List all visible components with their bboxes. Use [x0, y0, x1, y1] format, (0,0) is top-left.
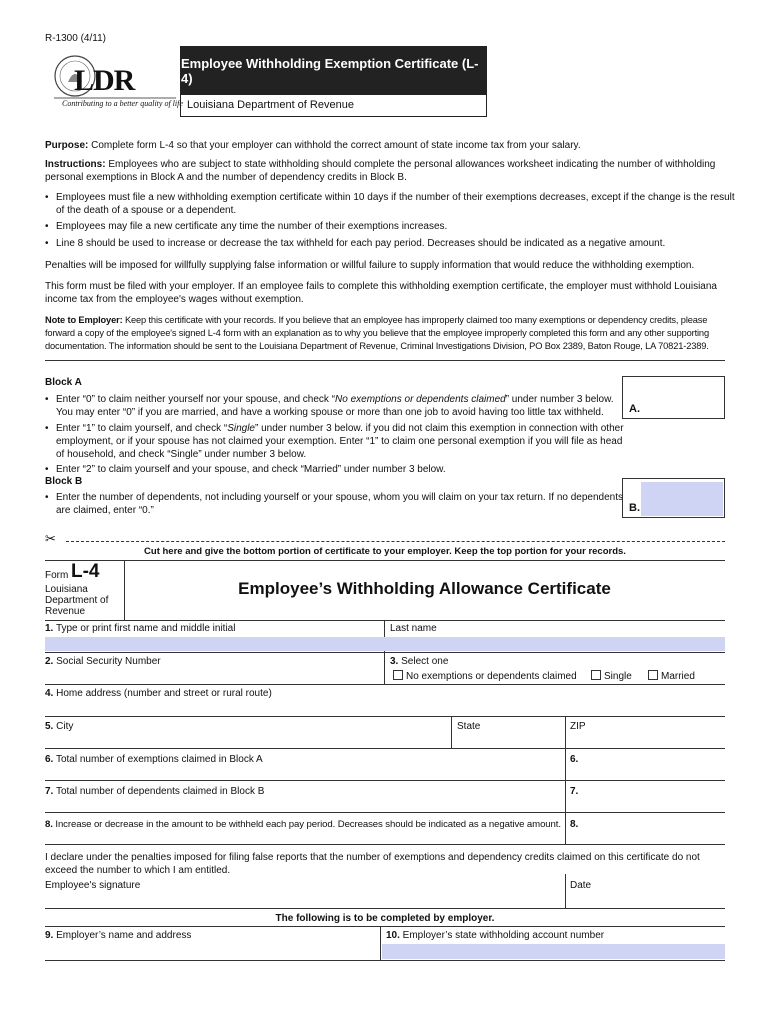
col-divider — [565, 874, 566, 908]
last-name-label: Last name — [390, 623, 437, 634]
block-b-fill[interactable] — [641, 482, 723, 516]
row-line — [45, 684, 725, 685]
block-a-item-3: • Enter “2” to claim yourself and your spouse, and check “Married” under number 3 below. — [45, 463, 626, 476]
option-no-exemptions[interactable]: No exemptions or dependents claimed — [393, 670, 577, 682]
block-b-box-label: B. — [629, 502, 640, 514]
row-line — [45, 926, 725, 927]
field-7-box[interactable]: 7. — [570, 786, 579, 797]
logo-tagline: Contributing to a better quality of life — [62, 99, 183, 108]
field-5-label: 5. City — [45, 721, 74, 732]
penalties: Penalties will be imposed for willfully supplying false information or willful failure to supply information that would reduce the withholding exemption. — [45, 260, 695, 271]
checkbox-icon[interactable] — [393, 670, 403, 680]
purpose: Purpose: Complete form L-4 so that your employer can withhold the correct amount of state income tax from your salary. — [45, 140, 581, 151]
agency-line-2: Department of — [45, 595, 109, 606]
form-top-line — [45, 560, 725, 561]
row-line — [45, 748, 725, 749]
field-4-label: 4. Home address (number and street or rural route) — [45, 688, 272, 699]
agency-line-3: Revenue — [45, 606, 86, 617]
note-to-employer: Note to Employer: Keep this certificate with your records. If you believe that an employee has improperly claimed too many exemptions or dependency credits, please forward a copy of the employee's signed L-4 form with an explanation as to why you believe that the employee improperly completed this form and any other supporting documentation. The information should be sent to the Louisiana Department of Revenue, Criminal Investigations Division, PO Box 2389, Baton Rouge, LA 70821-2389. — [45, 315, 709, 351]
form-header — [180, 46, 487, 117]
row-line — [45, 716, 725, 717]
block-a-title: Block A — [45, 377, 82, 388]
field-2-label: 2. Social Security Number — [45, 656, 161, 667]
bullet-1: • Employees must file a new withholding exemption certificate within 10 days if the number of their exemptions decreases, except if the change is the result of the death of a spouse or a dependent. — [45, 191, 741, 217]
scissors-icon: ✂ — [45, 531, 56, 546]
date-label[interactable]: Date — [570, 880, 592, 891]
form-title: Employee’s Withholding Allowance Certificate — [238, 579, 611, 598]
row-line — [45, 780, 725, 781]
col-divider — [384, 652, 385, 684]
field-8-box[interactable]: 8. — [570, 819, 579, 830]
form-word: Form — [45, 570, 69, 581]
bullet-3: • Line 8 should be used to increase or decrease the tax withheld for each pay period. Decreases should be indicated as a negative amount. — [45, 237, 741, 250]
header-dept: Louisiana Department of Revenue — [187, 99, 354, 111]
row-line — [45, 812, 725, 813]
form-code: R-1300 (4/11) — [45, 33, 106, 44]
file-note: This form must be filed with your employer. If an employee fails to complete this withholding exemption certificate, the employer must withhold Louisiana income tax from the employee's wages without exemption. — [45, 281, 717, 305]
cut-line — [66, 541, 725, 542]
row-line — [45, 960, 725, 961]
option-single[interactable]: Single — [591, 670, 632, 682]
field-3-label: 3. Select one — [390, 656, 449, 667]
cut-instructions: Cut here and give the bottom portion of certificate to your employer. Keep the top portion for your records. — [144, 546, 626, 557]
account-number-input[interactable] — [382, 944, 725, 959]
col-divider — [380, 926, 381, 960]
name-input[interactable] — [45, 637, 725, 651]
row-line — [45, 908, 725, 909]
row-line — [45, 620, 725, 621]
field-6-label: 6. Total number of exemptions claimed in Block A — [45, 754, 263, 765]
field-10-label: 10. Employer’s state withholding account number — [386, 930, 605, 941]
declaration: I declare under the penalties imposed for filing false reports that the number of exemptions and dependency credits claimed on this certificate do not exceed the number to which I am entitled. — [45, 852, 700, 876]
col-divider — [451, 716, 452, 748]
logo-letters: LDR — [74, 64, 135, 97]
agency-line-1: Louisiana — [45, 584, 88, 595]
field-6-box[interactable]: 6. — [570, 754, 579, 765]
signature-label: Employee's signature — [45, 880, 141, 891]
divider — [45, 360, 725, 361]
field-8-label: 8. Increase or decrease in the amount to be withheld each pay period. Decreases should be indicated as a negative amount. — [45, 819, 561, 830]
state-label: State — [457, 721, 481, 732]
col-divider — [565, 748, 566, 844]
block-a-box[interactable] — [622, 376, 725, 419]
block-b-title: Block B — [45, 476, 83, 487]
checkbox-icon[interactable] — [648, 670, 658, 680]
employer-heading: The following is to be completed by employer. — [275, 913, 495, 924]
field-7-label: 7. Total number of dependents claimed in Block B — [45, 786, 265, 797]
form-id: L-4 — [71, 561, 100, 582]
ldr-logo — [48, 52, 183, 112]
block-b-box[interactable] — [622, 478, 725, 518]
header-title: Employee Withholding Exemption Certificate (L-4) — [181, 47, 486, 95]
block-b-item: • Enter the number of dependents, not including yourself or your spouse, whom you will claim on your tax return. If no dependents are claimed, enter “0.” — [45, 491, 626, 517]
checkbox-icon[interactable] — [591, 670, 601, 680]
row-line — [45, 652, 725, 653]
bullet-2: • Employees may file a new certificate any time the number of their exemptions increases. — [45, 220, 741, 233]
field-9-label: 9. Employer’s name and address — [45, 930, 192, 941]
block-a-item-1: • Enter “0” to claim neither yourself nor your spouse, and check “No exemptions or dependents claimed” under number 3 below. You may enter “0” if you are married, and have a working spouse or more than one job to avoid having too little tax withheld. — [45, 393, 626, 419]
col-divider — [565, 716, 566, 748]
block-a-item-2: • Enter “1” to claim yourself, and check “Single” under number 3 below. if you did not claim this exemption in connection with other employment, or if your spouse has not claimed your exemption. Enter “1” to claim one personal exemption if you will file as head of household, and check “Single” under number 3 below. — [45, 422, 626, 461]
block-a-box-label: A. — [629, 403, 640, 415]
row-line — [45, 844, 725, 845]
option-married[interactable]: Married — [648, 670, 695, 682]
zip-label: ZIP — [570, 721, 586, 732]
field-1-label: 1. Type or print first name and middle initial — [45, 623, 236, 634]
instructions: Instructions: Employees who are subject to state withholding should complete the personal allowances worksheet indicating the number of withholding personal exemptions in Block A and the number of dependency credits in Block B. — [45, 159, 716, 183]
